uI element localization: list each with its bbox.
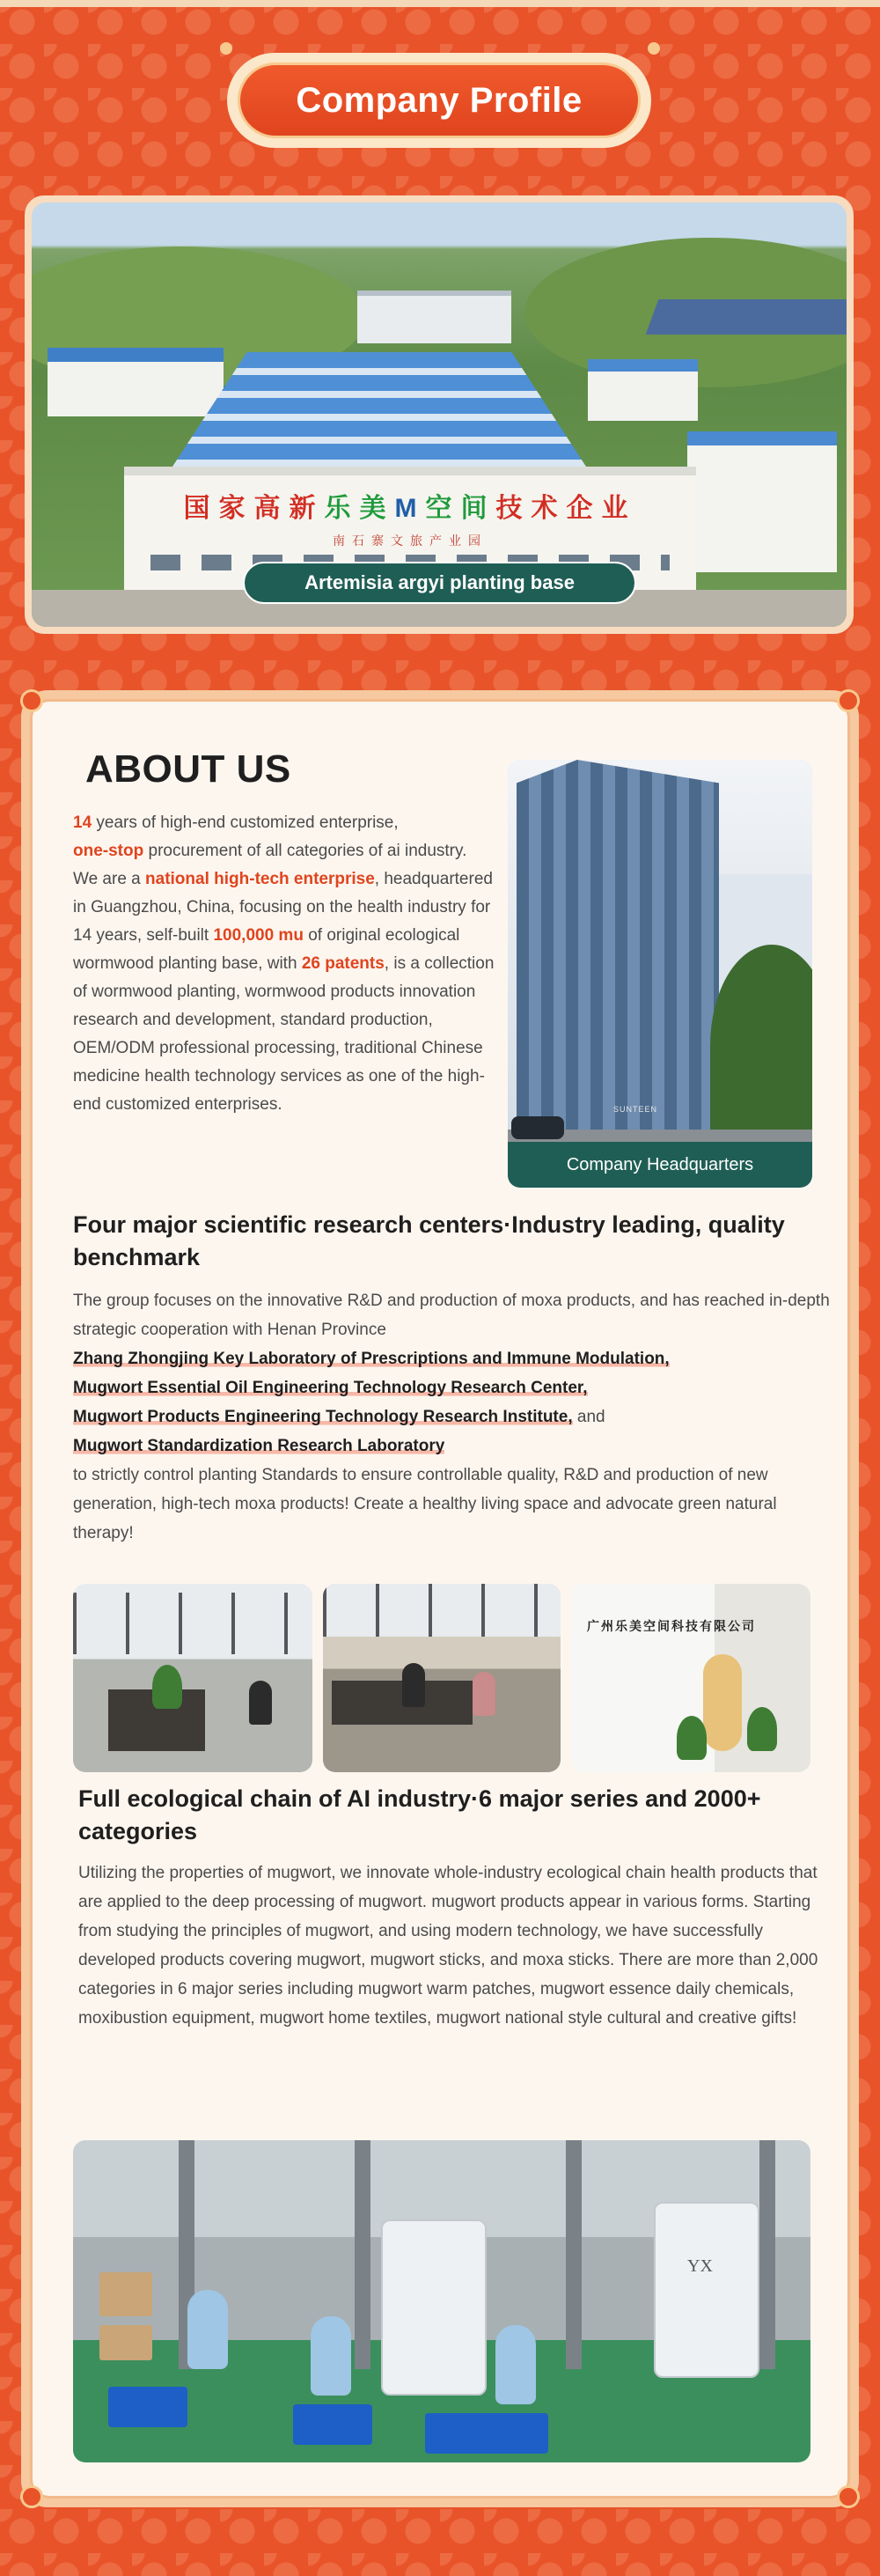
pillar-shape xyxy=(566,2140,582,2369)
planting-base-caption: Artemisia argyi planting base xyxy=(243,562,636,604)
ecology-chain-heading: Full ecological chain of AI industry·6 major series and 2000+ categories xyxy=(78,1785,761,1844)
office-photo xyxy=(73,1584,312,1772)
lamp-sculpture xyxy=(703,1654,742,1751)
machine-label: YX xyxy=(687,2256,713,2276)
title-ornament-left-icon xyxy=(220,42,232,55)
research-conjunction: and xyxy=(572,1408,605,1426)
about-text-part: years of high-end customized enterprise, xyxy=(92,813,399,832)
building-sign: SUNTEEN xyxy=(613,1105,658,1114)
worker-shape xyxy=(311,2316,351,2396)
office-tower xyxy=(517,760,719,1147)
about-text-part: , headquartered in Guangzhou, China, focusing on the health industry for 14 years, self-built xyxy=(73,870,493,945)
factory-sign xyxy=(124,486,696,525)
worker-shape xyxy=(187,2290,228,2369)
office-photo xyxy=(323,1584,561,1772)
sign-text: 空间 xyxy=(425,494,496,523)
person-shape xyxy=(249,1681,272,1725)
lab-name: Mugwort Standardization Research Laboratory xyxy=(73,1437,445,1455)
bin-shape xyxy=(108,2387,187,2427)
plant-shape xyxy=(747,1707,777,1751)
worker-shape xyxy=(495,2325,536,2404)
years-highlight: 14 xyxy=(73,813,92,832)
corner-ornament-icon xyxy=(837,689,860,712)
box-shape xyxy=(99,2325,152,2360)
company-logo-wall: 广州乐美空间科技有限公司 xyxy=(587,1619,756,1633)
lab-name: Mugwort Products Engineering Technology Research Institute, xyxy=(73,1408,573,1426)
car-shape xyxy=(511,1116,564,1139)
factory-workshop-photo xyxy=(73,2140,810,2462)
window-grid xyxy=(323,1584,561,1637)
plant-shape xyxy=(677,1716,707,1760)
pillar-shape xyxy=(355,2140,370,2369)
building-shape xyxy=(357,291,511,343)
research-centers-text xyxy=(73,1286,832,1548)
page-title-pill xyxy=(238,63,641,138)
solar-panels xyxy=(646,299,847,335)
planting-base-photo-frame xyxy=(25,195,854,634)
about-us-heading: ABOUT US xyxy=(85,747,291,791)
corner-ornament-icon xyxy=(837,2485,860,2508)
window-grid xyxy=(73,1593,312,1654)
page-title: Company Profile xyxy=(296,80,583,120)
sign-text: 乐美 xyxy=(324,494,395,523)
area-highlight: 100,000 mu xyxy=(213,926,304,945)
about-text-part: We are a xyxy=(73,870,146,888)
content-card xyxy=(30,699,850,2499)
person-shape xyxy=(473,1672,495,1716)
corner-ornament-icon xyxy=(20,689,43,712)
headquarters-caption: Company Headquarters xyxy=(508,1142,812,1188)
lab-name: Zhang Zhongjing Key Laboratory of Prescriptions and Immune Modulation, xyxy=(73,1350,670,1368)
research-centers-heading: Four major scientific research centers·Industry leading, quality benchmark xyxy=(73,1211,785,1270)
high-tech-highlight: national high-tech enterprise xyxy=(145,870,375,888)
factory-subsign: 南石寨文旅产业园 xyxy=(333,534,488,548)
bin-shape xyxy=(425,2413,548,2454)
person-shape xyxy=(402,1663,425,1707)
research-intro: The group focuses on the innovative R&D and production of moxa products, and has reached in-depth strategic cooperation with Henan Province xyxy=(73,1292,830,1339)
content-card-frame xyxy=(21,690,859,2507)
sign-text: 技术企业 xyxy=(495,494,637,523)
building-shape xyxy=(48,348,224,416)
office-photo xyxy=(571,1584,810,1772)
sign-logo-text: M xyxy=(394,494,426,523)
about-text-part: of original ecological wormwood planting base, with xyxy=(73,926,460,973)
headquarters-photo xyxy=(508,760,812,1188)
patents-highlight: 26 patents xyxy=(301,954,385,973)
about-text-part: , is a collection of wormwood planting, wormwood products innovation research and development, standard production, OEM/ODM professional processing, traditional Chinese medicine health technology services as one of the high-end customized enterprises. xyxy=(73,954,495,1114)
machine-shape xyxy=(381,2219,487,2396)
building-shape xyxy=(588,359,698,421)
ecology-chain-text: Utilizing the properties of mugwort, we innovate whole-industry ecological chain health products that are applied to the deep processing of mugwort. mugwort products appear in various forms. Starting from studying the principles of mugwort, and using modern technology, we have successfully developed products covering mugwort, mugwort sticks, and moxa sticks. There are more than 2,000 categories in 6 major series including mugwort warm patches, mugwort essence daily chemicals, moxibustion equipment, mugwort home textiles, mugwort national style cultural and creative gifts! xyxy=(78,1864,818,2028)
about-text-part: procurement of all categories of ai industry. xyxy=(143,842,467,860)
machine-shape xyxy=(654,2202,759,2378)
top-border-strip xyxy=(0,0,880,7)
page-title-banner xyxy=(227,53,651,148)
about-us-text xyxy=(73,809,504,1119)
pillar-shape xyxy=(759,2140,775,2369)
sign-text: 国家高新 xyxy=(183,494,325,523)
box-shape xyxy=(99,2272,152,2316)
lab-name: Mugwort Essential Oil Engineering Technology Research Center, xyxy=(73,1379,588,1397)
corner-ornament-icon xyxy=(20,2485,43,2508)
title-ornament-right-icon xyxy=(648,42,660,55)
one-stop-highlight: one-stop xyxy=(73,842,144,860)
building-shape xyxy=(687,431,837,572)
plant-shape xyxy=(152,1665,182,1709)
bin-shape xyxy=(293,2404,372,2445)
research-outro: to strictly control planting Standards to ensure controllable quality, R&D and production of new generation, high-tech moxa products! Create a healthy living space and advocate green natural therapy! xyxy=(73,1466,777,1542)
